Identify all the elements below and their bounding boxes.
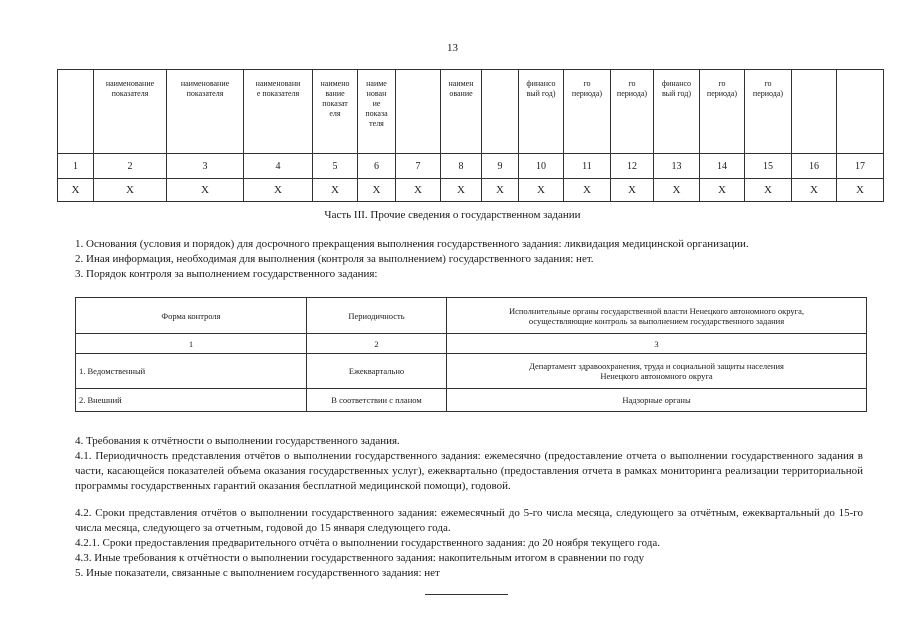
column-number-cell: 10 bbox=[519, 154, 564, 179]
table-row bbox=[58, 179, 884, 202]
mark-cell: X bbox=[792, 179, 837, 202]
paragraph-1: 1. Основания (условия и порядок) для досрочного прекращения выполнения государственного задания: ликвидация медицинской организации. bbox=[75, 238, 749, 250]
column-number-cell: 11 bbox=[564, 154, 611, 179]
mark-cell: X bbox=[358, 179, 396, 202]
header-cell: наименование показателя bbox=[167, 70, 244, 154]
column-number-cell: 8 bbox=[441, 154, 482, 179]
header-cell bbox=[396, 70, 441, 154]
paragraph-3: 3. Порядок контроля за выполнением государственного задания: bbox=[75, 268, 378, 280]
column-number-cell: 13 bbox=[654, 154, 700, 179]
control-table bbox=[75, 297, 867, 412]
mark-cell: X bbox=[564, 179, 611, 202]
header-cell: наимен ование bbox=[441, 70, 482, 154]
indicators-table bbox=[57, 69, 884, 202]
mark-cell: X bbox=[441, 179, 482, 202]
requirement-4-2: 4.2. Сроки представления отчётов о выполнении государственного задания: ежемесячный до 5-го числа месяца, следующего за отчётным, ежеквартальный до 15-го числа месяца, следующего за отчетным, годовой до 15 января следующего года. bbox=[75, 507, 863, 534]
header-cell bbox=[58, 70, 94, 154]
column-number-cell: 16 bbox=[792, 154, 837, 179]
header-cell bbox=[482, 70, 519, 154]
mark-cell: X bbox=[700, 179, 745, 202]
control-table-number-row: 1 2 3 bbox=[76, 334, 867, 354]
header-cell: финансо вый год) bbox=[654, 70, 700, 154]
column-number-cell: 3 bbox=[167, 154, 244, 179]
header-cell: наимено вание показат еля bbox=[313, 70, 358, 154]
page-number: 13 bbox=[447, 42, 458, 54]
column-number-cell: 4 bbox=[244, 154, 313, 179]
mark-cell: X bbox=[58, 179, 94, 202]
mark-cell: X bbox=[611, 179, 654, 202]
table-header-row bbox=[58, 70, 884, 154]
header-cell bbox=[792, 70, 837, 154]
column-number-cell: 17 bbox=[837, 154, 884, 179]
paragraph-2: 2. Иная информация, необходимая для выполнения (контроля за выполнением) государственного задания: нет. bbox=[75, 253, 594, 265]
mark-cell: X bbox=[396, 179, 441, 202]
mark-cell: X bbox=[837, 179, 884, 202]
column-number-cell: 7 bbox=[396, 154, 441, 179]
requirement-4-3: 4.3. Иные требования к отчётности о выполнении государственного задания: накопительным итогом в сравнении по году bbox=[75, 552, 645, 564]
header-cell: го периода) bbox=[745, 70, 792, 154]
column-number-cell: 9 bbox=[482, 154, 519, 179]
header-cell bbox=[837, 70, 884, 154]
control-row-external: 2. Внешний В соответствии с планом Надзорные органы bbox=[76, 389, 867, 412]
table-number-row bbox=[58, 154, 884, 179]
header-period: Периодичность bbox=[307, 298, 447, 334]
mark-cell: X bbox=[654, 179, 700, 202]
header-organs: Исполнительные органы государственной власти Ненецкого автономного округа, осуществляющие контроль за выполнением государственного задания bbox=[447, 298, 867, 334]
mark-cell: X bbox=[313, 179, 358, 202]
requirement-5: 5. Иные показатели, связанные с выполнением государственного задания: нет bbox=[75, 567, 440, 579]
header-cell: го периода) bbox=[700, 70, 745, 154]
header-cell: го периода) bbox=[611, 70, 654, 154]
closing-line bbox=[425, 594, 508, 595]
requirement-4-2-1: 4.2.1. Сроки предоставления предварительного отчёта о выполнении государственного задания: до 20 ноября текущего года. bbox=[75, 537, 660, 549]
part-title: Часть III. Прочие сведения о государственном задании bbox=[324, 209, 581, 221]
column-number-cell: 15 bbox=[745, 154, 792, 179]
mark-cell: X bbox=[482, 179, 519, 202]
header-cell: го периода) bbox=[564, 70, 611, 154]
requirement-4: 4. Требования к отчётности о выполнении государственного задания. bbox=[75, 435, 400, 447]
column-number-cell: 5 bbox=[313, 154, 358, 179]
control-table-header bbox=[76, 298, 867, 334]
header-cell: наиме нован ие показа теля bbox=[358, 70, 396, 154]
mark-cell: X bbox=[94, 179, 167, 202]
mark-cell: X bbox=[244, 179, 313, 202]
control-row-departmental: 1. Ведомственный Ежеквартально Департамент здравоохранения, труда и социальной защиты населения Ненецкого автономного округа bbox=[76, 354, 867, 389]
column-number-cell: 6 bbox=[358, 154, 396, 179]
mark-cell: X bbox=[519, 179, 564, 202]
mark-cell: X bbox=[167, 179, 244, 202]
requirement-4-1: 4.1. Периодичность представления отчётов о выполнении государственного задания: ежемесячно (предоставление отчета о выполнении государственного задания в части, касающейся показателей объема оказания государственных услуг), ежеквартально (предоставления отчета в рамках мониторинга реализации территориальной программы государственных гарантий оказания бесплатной медицинской помощи), годовой. bbox=[75, 450, 863, 492]
column-number-cell: 14 bbox=[700, 154, 745, 179]
column-number-cell: 1 bbox=[58, 154, 94, 179]
column-number-cell: 12 bbox=[611, 154, 654, 179]
header-cell: наименовани е показателя bbox=[244, 70, 313, 154]
header-cell: наименование показателя bbox=[94, 70, 167, 154]
column-number-cell: 2 bbox=[94, 154, 167, 179]
header-cell: финансо вый год) bbox=[519, 70, 564, 154]
mark-cell: X bbox=[745, 179, 792, 202]
header-form: Форма контроля bbox=[76, 298, 307, 334]
